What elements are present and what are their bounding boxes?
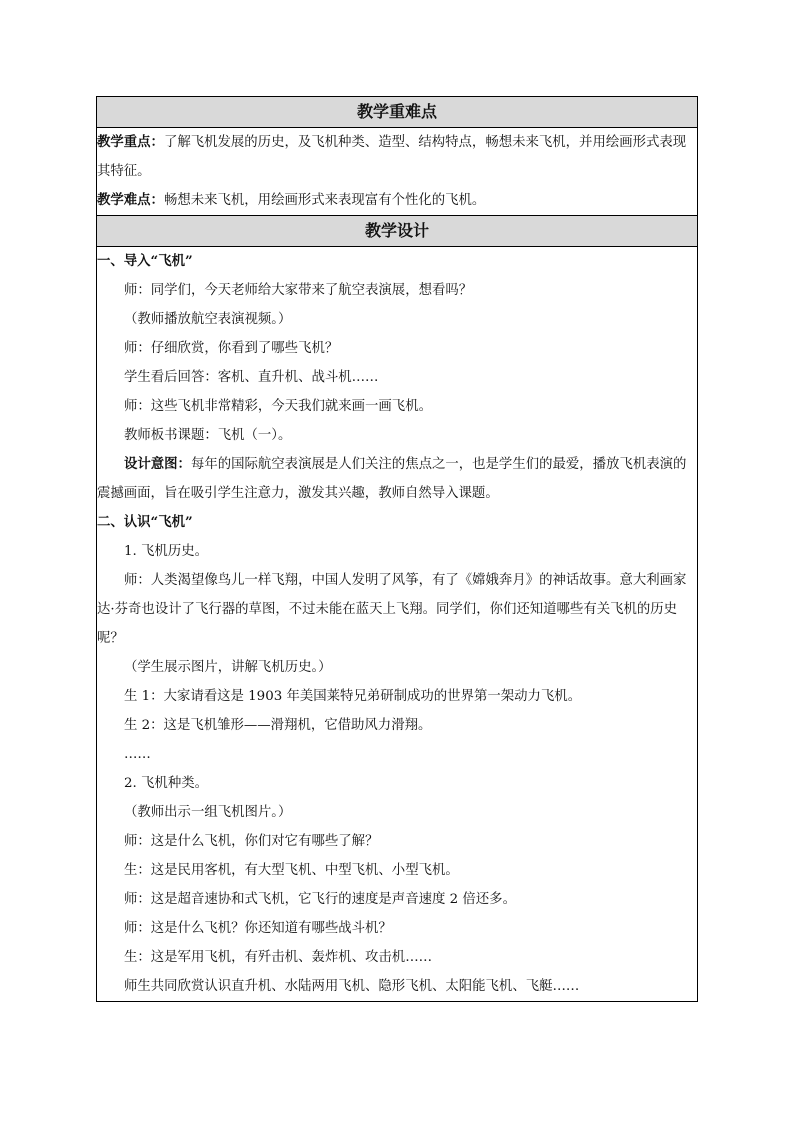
key-points-title: 教学重难点	[356, 102, 437, 121]
part2-line: 生 1：大家请看这是 1903 年美国莱特兄弟研制成功的世界第一架动力飞机。	[124, 689, 582, 704]
part1-line: 师：这些飞机非常精彩，今天我们就来画一画飞机。	[124, 399, 432, 414]
teaching-difficulty	[97, 186, 697, 215]
part1-line: 师：同学们，今天老师给大家带来了航空表演展，想看吗？	[124, 283, 473, 298]
part1-line: 教师板书课题：飞机（一）。	[124, 428, 292, 443]
part2-line: 师：这是什么飞机，你们对它有哪些了解？	[124, 834, 379, 849]
lesson-plan-table	[96, 96, 698, 1002]
lesson-plan-page	[96, 96, 698, 1002]
part1-line: 师：仔细欣赏，你看到了哪些飞机？	[124, 341, 339, 356]
part2-line: （学生展示图片，讲解飞机历史。）	[124, 660, 332, 675]
part1-line: （教师播放航空表演视频。）	[124, 312, 292, 327]
part2-heading: 二、认识“飞机”	[97, 514, 193, 530]
key-points-header	[97, 97, 698, 128]
part1-heading: 一、导入“飞机”	[97, 253, 193, 269]
teaching-focus-label: 教学重点：	[97, 134, 164, 150]
part2-line: 生：这是民用客机，有大型飞机、中型飞机、小型飞机。	[124, 863, 459, 878]
teaching-focus-text: 了解飞机发展的历史，及飞机种类、造型、结构特点，畅想未来飞机，并用绘画形式表现其特征。	[97, 135, 687, 179]
design-intent-text: 每年的国际航空表演展是人们关注的焦点之一，也是学生们的最爱，播放飞机表演的震撼画面，旨在吸引学生注意力，激发其兴趣，教师自然导入课题。	[97, 457, 687, 501]
key-points-cell	[97, 128, 698, 216]
design-header	[97, 216, 698, 247]
part2-line: ……	[124, 747, 151, 762]
design-title: 教学设计	[364, 221, 429, 240]
teaching-difficulty-text: 畅想未来飞机，用绘画形式来表现富有个性化的飞机。	[163, 193, 486, 208]
part2-line: 生 2：这是飞机雏形——滑翔机，它借助风力滑翔。	[124, 718, 432, 733]
part2-line: 师生共同欣赏认识直升机、水陆两用飞机、隐形飞机、太阳能飞机、飞艇……	[124, 979, 580, 994]
design-intent-label: 设计意图：	[124, 456, 191, 472]
teaching-difficulty-label: 教学难点：	[97, 192, 164, 208]
design-cell	[97, 247, 698, 1002]
part2-line: 生：这是军用飞机，有歼击机、轰炸机、攻击机……	[124, 950, 432, 965]
part2-line: 师：这是什么飞机？你还知道有哪些战斗机？	[124, 921, 392, 936]
part1-line: 学生看后回答：客机、直升机、战斗机……	[124, 370, 379, 385]
part2-line: 2. 飞机种类。	[124, 776, 208, 791]
teaching-focus	[97, 128, 697, 186]
part2-line: （教师出示一组飞机图片。）	[124, 805, 292, 820]
design-intent	[97, 450, 697, 508]
part2-line: 1. 飞机历史。	[124, 544, 208, 559]
part2-line: 师：这是超音速协和式飞机，它飞行的速度是声音速度 2 倍还多。	[124, 892, 516, 907]
part2-line: 师：人类渴望像鸟儿一样飞翔，中国人发明了风筝，有了《嫦娥奔月》的神话故事。意大利画家达·芬奇也设计了飞行器的草图，不过未能在蓝天上飞翔。同学们，你们还知道哪些有关飞机的历史呢？	[97, 573, 687, 646]
